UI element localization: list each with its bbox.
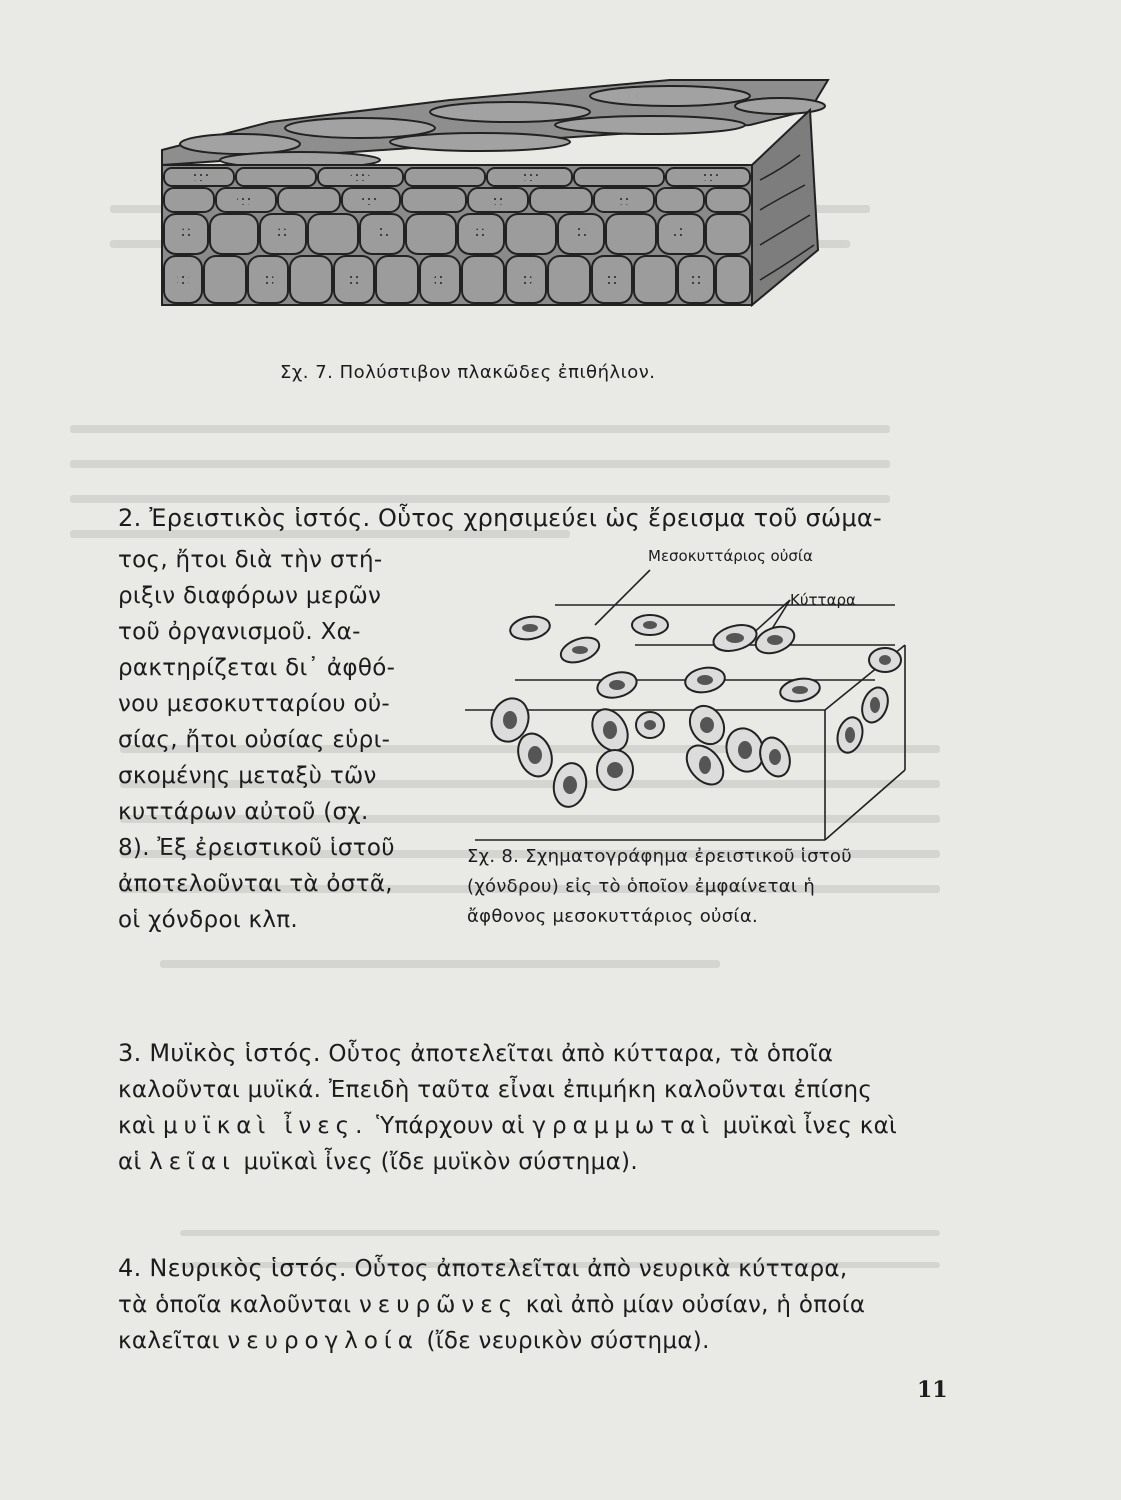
section-2-first-line-text: Οὗτος χρησιμεύει ὡς ἔρεισμα τοῦ σώμα-: [378, 504, 883, 532]
section-2-column-text: [118, 542, 408, 938]
text-line: καλοῦνται μυϊκά. Ἐπειδὴ ταῦτα εἶναι ἐπιμήκη καλοῦνται ἐπίσης: [118, 1077, 873, 1103]
stratified-epithelium-illustration: [150, 70, 830, 315]
emphasized-term: γραμμωταὶ: [532, 1113, 716, 1139]
text-line: 8). Ἐξ ἐρειστικοῦ ἱστοῦ: [118, 835, 395, 861]
cells-label: Κύτταρα: [790, 591, 856, 609]
text-line: ἀποτελοῦνται τὰ ὀστᾶ,: [118, 871, 393, 897]
text-line: ριξιν διαφόρων μερῶν: [118, 583, 382, 609]
text-line: κυττάρων αὐτοῦ (σχ.: [118, 799, 369, 825]
text-span: μυϊκαὶ ἶνες καὶ: [722, 1113, 898, 1139]
emphasized-term: νευρογλοία: [227, 1328, 419, 1354]
emphasized-term: νευρῶνες: [358, 1292, 519, 1318]
page-number: 11: [917, 1377, 948, 1403]
cartilage-tissue-illustration: [455, 540, 920, 850]
section-4-text: [118, 1250, 998, 1359]
text-line: οἱ χόνδροι κλπ.: [118, 907, 299, 933]
text-span: καλεῖται: [118, 1328, 220, 1354]
text-line: νου μεσοκυτταρίου οὐ-: [118, 691, 391, 717]
section-3-heading: 3. Μυϊκὸς ἱστός.: [118, 1039, 321, 1067]
text-span: (ἴδε νευρικὸν σύστημα).: [426, 1328, 710, 1354]
text-span: αἱ: [118, 1149, 142, 1175]
text-line: τοῦ ὀργανισμοῦ. Χα-: [118, 619, 361, 645]
text-line: ρακτηρίζεται δι᾽ ἀφθό-: [118, 655, 396, 681]
text-span: μυϊκαὶ ἶνες (ἴδε μυϊκὸν σύστημα).: [243, 1149, 638, 1175]
text-span: τὰ ὁποῖα καλοῦνται: [118, 1292, 352, 1318]
caption-line: Σχ. 8. Σχηματογράφημα ἐρειστικοῦ ἱστοῦ: [467, 846, 852, 867]
figure-7-caption: Σχ. 7. Πολύστιβον πλακῶδες ἐπιθήλιον.: [280, 362, 656, 383]
figure-8-caption: [467, 842, 852, 932]
text-span: Ὑπάρχουν αἱ: [376, 1113, 525, 1139]
text-line: σίας, ἤτοι οὐσίας εὑρι-: [118, 727, 391, 753]
text-span: καὶ ἀπὸ μίαν οὐσίαν, ἡ ὁποία: [525, 1292, 866, 1318]
emphasized-term: μυϊκαὶ ἶνες.: [163, 1113, 369, 1139]
caption-line: (χόνδρου) εἰς τὸ ὁποῖον ἐμφαίνεται ἡ: [467, 876, 816, 897]
section-2-heading: 2. Ἐρειστικὸς ἱστός.: [118, 504, 371, 532]
section-2-first-line: [118, 500, 998, 537]
text-line: τος, ἤτοι διὰ τὴν στή-: [118, 547, 383, 573]
caption-line: ἄφθονος μεσοκυττάριος οὐσία.: [467, 906, 759, 927]
section-3-text: [118, 1035, 998, 1180]
text-span: Οὗτος ἀποτελεῖται ἀπὸ κύτταρα, τὰ ὁποῖα: [328, 1041, 834, 1067]
text-span: καὶ: [118, 1113, 156, 1139]
section-4-heading: 4. Νευρικὸς ἱστός.: [118, 1254, 347, 1282]
text-span: Οὗτος ἀποτελεῖται ἀπὸ νευρικὰ κύτταρα,: [354, 1256, 848, 1282]
text-line: σκομένης μεταξὺ τῶν: [118, 763, 377, 789]
emphasized-term: λεῖαι: [149, 1149, 236, 1175]
matrix-label: Μεσοκυττάριος οὐσία: [648, 547, 813, 565]
